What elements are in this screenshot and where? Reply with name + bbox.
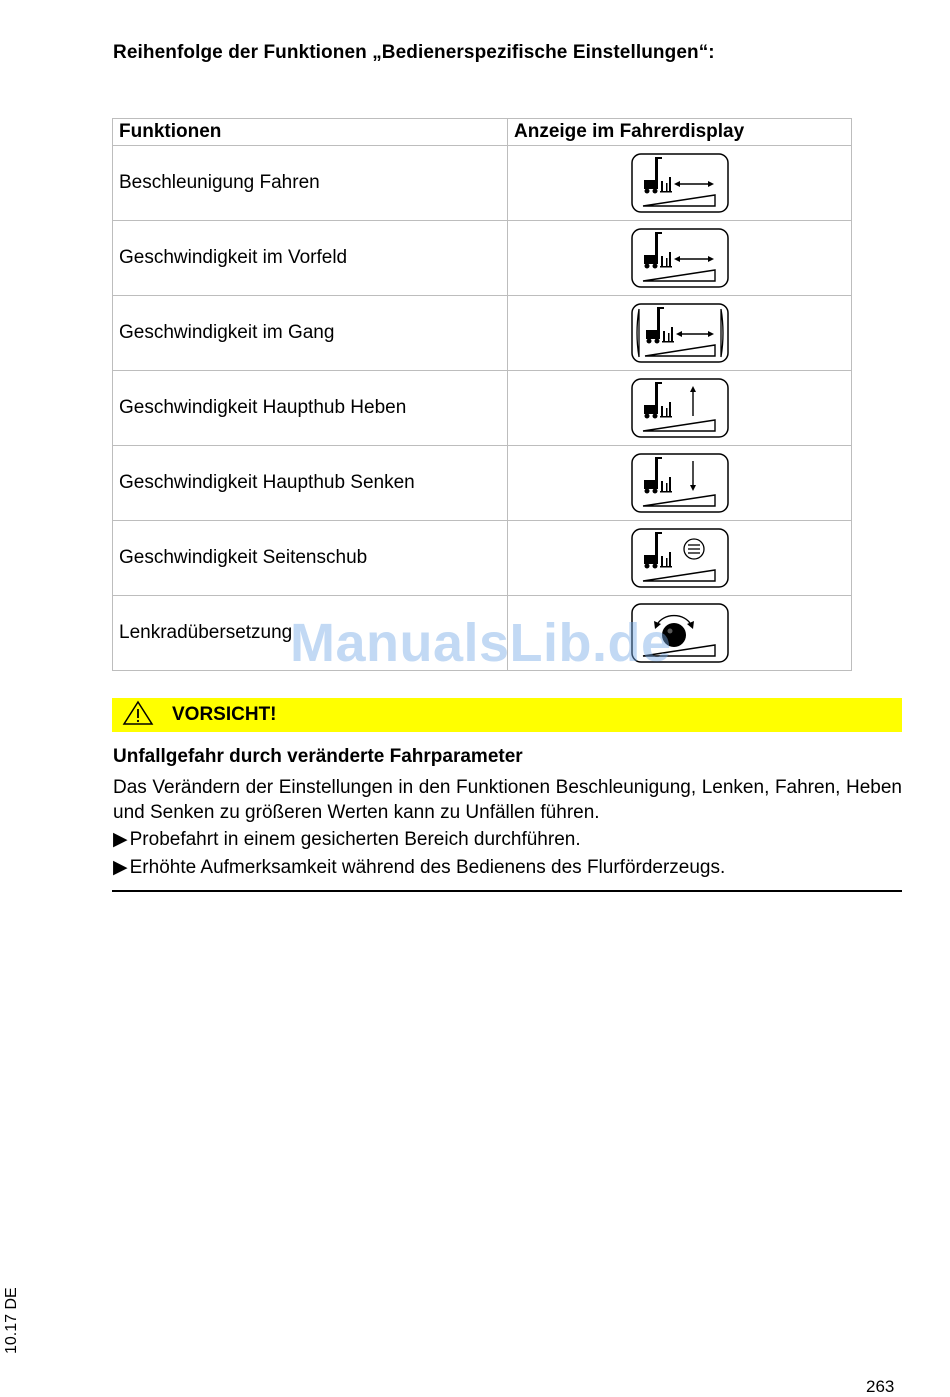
caution-title: Unfallgefahr durch veränderte Fahrparameter [113, 746, 523, 767]
table-row [113, 446, 852, 521]
page-heading: Reihenfolge der Funktionen „Bedienerspezifische Einstellungen“: [113, 42, 715, 63]
table-row [113, 521, 852, 596]
function-label: Geschwindigkeit im Vorfeld [113, 221, 508, 296]
table-row [113, 296, 852, 371]
table-header-row [113, 119, 852, 146]
table-row [113, 146, 852, 221]
list-item [113, 856, 725, 879]
sideshift-speed-icon [631, 528, 729, 588]
date-code: 10.17 DE [3, 1287, 20, 1354]
function-label: Geschwindigkeit Seitenschub [113, 521, 508, 596]
divider [112, 890, 902, 892]
function-label: Beschleunigung Fahren [113, 146, 508, 221]
warning-triangle-icon [112, 700, 154, 731]
steering-ratio-icon [631, 603, 729, 663]
column-header-functions: Funktionen [113, 119, 508, 146]
table-row [113, 371, 852, 446]
function-label: Lenkradübersetzung [113, 596, 508, 671]
caution-step: Probefahrt in einem gesicherten Bereich durchführen. [129, 829, 581, 850]
table-row [113, 596, 852, 671]
play-arrow-icon: ▶ [113, 857, 128, 878]
caution-text: Das Verändern der Einstellungen in den Funktionen Beschleunigung, Lenken, Fahren, Heben und Senken zu größeren Werten kann zu Unfällen führen. [113, 777, 902, 823]
play-arrow-icon: ▶ [113, 829, 128, 850]
function-label: Geschwindigkeit im Gang [113, 296, 508, 371]
function-label: Geschwindigkeit Haupthub Heben [113, 371, 508, 446]
caution-label: VORSICHT! [172, 704, 277, 725]
functions-table [112, 118, 852, 671]
list-item [113, 828, 581, 851]
speed-aisle-icon [631, 303, 729, 363]
main-lift-lower-icon [631, 453, 729, 513]
watermark: ManualsLib.de [290, 613, 672, 673]
acceleration-travel-icon [631, 153, 729, 213]
speed-apron-icon [631, 228, 729, 288]
table-row [113, 221, 852, 296]
caution-step: Erhöhte Aufmerksamkeit während des Bedienens des Flurförderzeugs. [129, 857, 726, 878]
column-header-display: Anzeige im Fahrerdisplay [508, 119, 852, 146]
page-number: 263 [866, 1377, 895, 1396]
caution-banner [112, 698, 902, 732]
function-label: Geschwindigkeit Haupthub Senken [113, 446, 508, 521]
main-lift-raise-icon [631, 378, 729, 438]
